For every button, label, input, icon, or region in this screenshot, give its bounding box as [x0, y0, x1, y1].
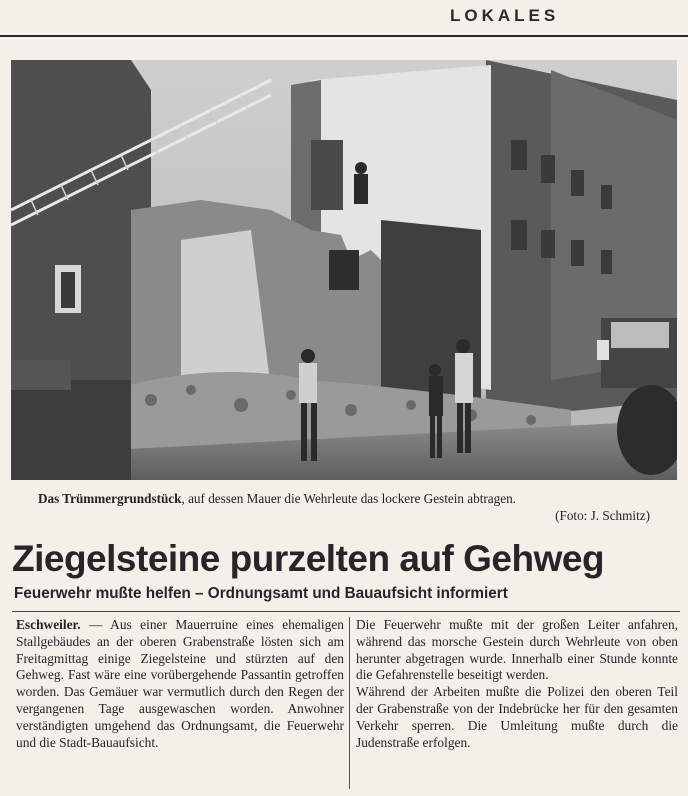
caption-text: , auf dessen Mauer die Wehrleute das lockere Gestein abtragen. [181, 491, 516, 506]
article-column-left [16, 617, 344, 751]
article-paragraph-1: Die Feuerwehr mußte mit der großen Leiter anfahren, während das morsche Gestein durch Wehrleute von oben herunter abgetragen wurde. Innerhalb einer Stunde konnte die Gefahrenstelle beseitigt werden. [356, 617, 678, 683]
photo-caption [38, 490, 650, 523]
caption-bold: Das Trümmergrundstück [38, 491, 182, 506]
news-photo [11, 60, 677, 480]
column-divider [349, 617, 350, 789]
dateline: Eschweiler. [16, 617, 81, 632]
article-paragraph-2: Während der Arbeiten mußte die Polizei den oberen Teil der Grabenstraße von der Indebrücke her für den gesamten Verkehr sperren. Die Umleitung mußte durch die Judenstraße erfolgen. [356, 684, 678, 750]
photo-demolition-site-icon [11, 60, 677, 480]
section-label: LOKALES [450, 6, 560, 25]
article-paragraph [16, 617, 344, 751]
headline: Ziegelsteine purzelten auf Gehweg [12, 538, 605, 579]
photo-credit: (Foto: J. Schmitz) [555, 508, 650, 523]
subheadline: Feuerwehr mußte helfen – Ordnungsamt und Bauaufsicht informiert [14, 585, 508, 602]
top-rule [0, 35, 688, 37]
article-column-right [356, 617, 678, 751]
headline-rule [12, 611, 680, 612]
article-left-text: — Aus einer Mauerruine eines ehemaligen Stallgebäudes an der oberen Grabenstraße lösten sich am Freitagmittag einige Ziegelsteine und stürzten auf den Gehweg. Fast wäre eine vorübergehende Passantin getroffen worden. Das Gemäuer war vermutlich durch den Regen der vergangenen Tage ausgewaschen worden. Anwohner verständigten umgehend das Ordnungsamt, die Feuerwehr und die Stadt-Bauaufsicht. [16, 617, 344, 750]
